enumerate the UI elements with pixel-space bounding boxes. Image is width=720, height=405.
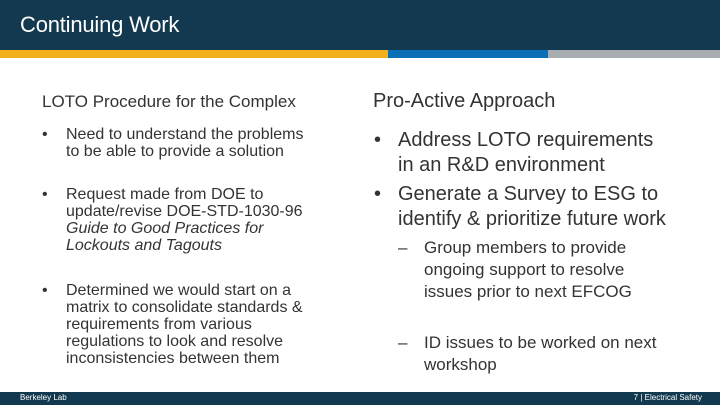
sub-bullet-line: Group members to provide xyxy=(424,238,627,257)
dash-icon: – xyxy=(398,238,408,257)
sub-bullet-line: ID issues to be worked on next xyxy=(424,333,657,352)
bullet-icon: • xyxy=(374,129,382,151)
title-bar xyxy=(0,0,720,50)
bullet-icon: • xyxy=(42,282,48,299)
bullet-icon: • xyxy=(42,126,48,143)
bullet-line: regulations to look and resolve xyxy=(66,333,284,350)
accent-stripe-blue xyxy=(388,50,548,58)
right-column-title: Pro-Active Approach xyxy=(373,90,556,112)
accent-stripe-gray xyxy=(548,50,720,58)
bullet-line: Request made from DOE to xyxy=(66,186,264,203)
bullet-line: to be able to provide a solution xyxy=(66,143,284,160)
bullet-line: update/revise DOE-STD-1030-96 xyxy=(66,203,303,220)
bullet-line: Determined we would start on a xyxy=(66,282,291,299)
footer-bar xyxy=(0,392,720,405)
bullet-line-italic: Lockouts and Tagouts xyxy=(66,237,222,254)
bullet-line: Address LOTO requirements xyxy=(398,129,654,151)
accent-stripe-gold xyxy=(0,50,388,58)
bullet-line-italic: Guide to Good Practices for xyxy=(66,220,264,237)
bullet-line: matrix to consolidate standards & xyxy=(66,299,303,316)
bullet-line: requirements from various xyxy=(66,316,252,333)
bullet-line: Need to understand the problems xyxy=(66,126,304,143)
bullet-line: in an R&D environment xyxy=(398,154,605,176)
slide-title: Continuing Work xyxy=(20,12,180,37)
footer-org-label: Berkeley Lab xyxy=(20,393,67,402)
bullet-line: identify & prioritize future work xyxy=(398,208,666,230)
footer-page-label: 7 | Electrical Safety xyxy=(633,393,702,402)
bullet-icon: • xyxy=(374,183,382,205)
dash-icon: – xyxy=(398,333,408,352)
bullet-line: Generate a Survey to ESG to xyxy=(398,183,659,205)
sub-bullet-line: ongoing support to resolve xyxy=(424,260,625,279)
sub-bullet-line: workshop xyxy=(424,355,497,374)
bullet-icon: • xyxy=(42,186,48,203)
bullet-line: inconsistencies between them xyxy=(66,350,280,367)
left-column-title: LOTO Procedure for the Complex xyxy=(42,92,296,111)
sub-bullet-line: issues prior to next EFCOG xyxy=(424,282,632,301)
